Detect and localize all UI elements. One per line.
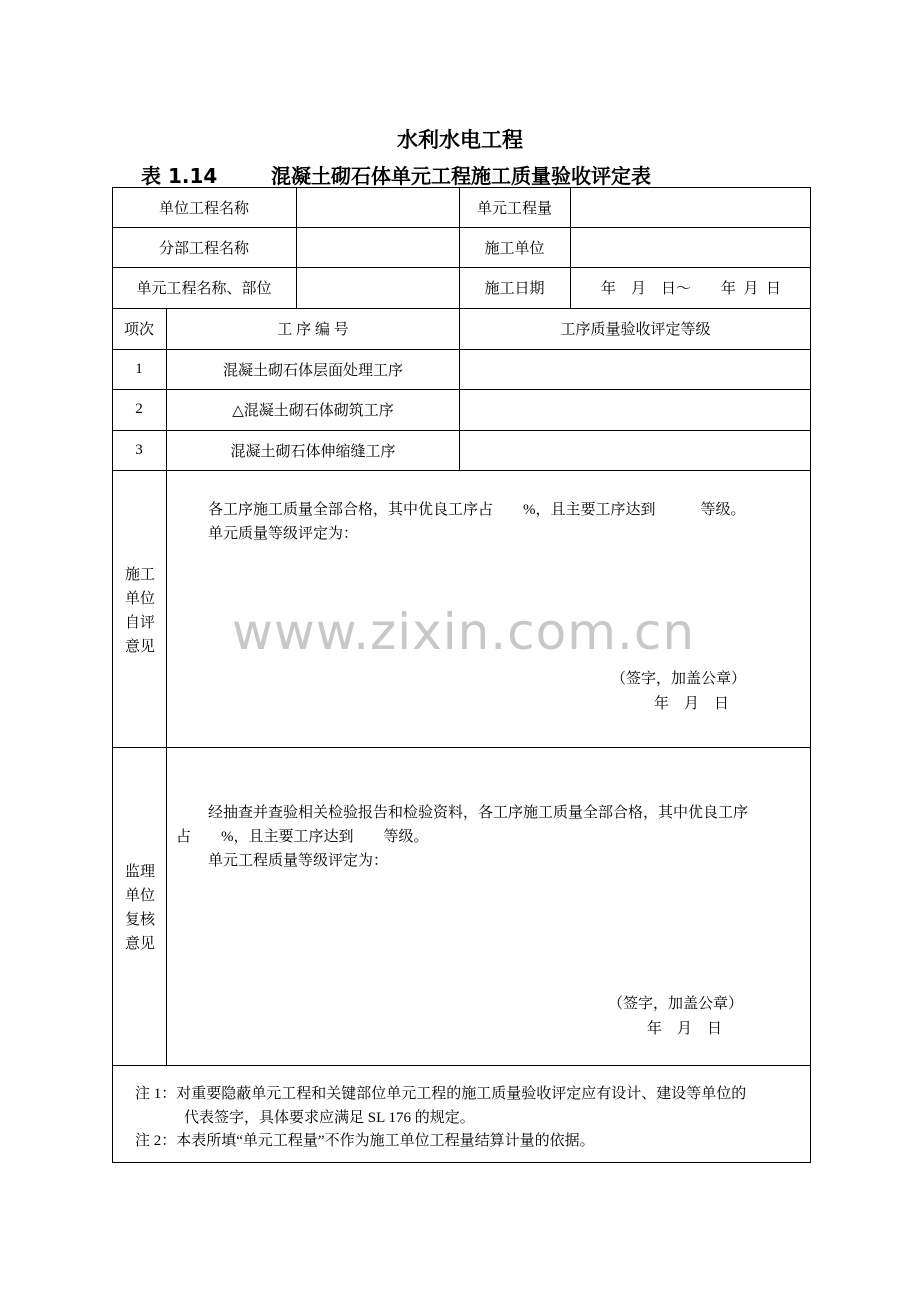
watermark: www.zixin.com.cn	[232, 603, 696, 661]
table-row-grade-input[interactable]	[460, 430, 811, 470]
table-row-grade-input[interactable]	[460, 349, 811, 389]
row-divider	[112, 747, 811, 748]
element-name-value[interactable]	[297, 267, 459, 308]
unit-project-name-value[interactable]	[297, 187, 459, 227]
unit-quantity-value[interactable]	[571, 187, 811, 227]
unit-project-name-label: 单位工程名称	[158, 200, 249, 217]
contractor-label: 施工单位	[484, 240, 545, 257]
note-1-cont: 代表签字，具体要求应满足 SL 176 的规定。	[184, 1110, 475, 1126]
supervision-statement-cont: 占 %，且主要工序达到 等级。	[176, 829, 429, 845]
row-divider	[112, 470, 811, 471]
table-row-index: 2	[135, 401, 143, 417]
supervision-signature: （签字，加盖公章）	[608, 996, 744, 1012]
table-row-process: 混凝土砌石体伸缩缝工序	[230, 443, 396, 460]
table-row-index: 3	[135, 441, 143, 458]
label-line: 意见	[124, 936, 155, 952]
division-name-label: 分部工程名称	[158, 240, 249, 257]
construction-date-label: 施工日期	[484, 281, 545, 297]
table-name: 混凝土砌石体单元工程施工质量验收评定表	[271, 164, 651, 188]
supervision-date: 年 月 日	[647, 1021, 723, 1037]
row-divider	[112, 1065, 811, 1066]
label-line: 意见	[124, 639, 155, 655]
table-row-index: 1	[135, 360, 143, 377]
supervision-grade-line: 单元工程质量等级评定为：	[208, 853, 389, 869]
division-name-value[interactable]	[297, 227, 459, 267]
supervision-statement: 经抽查并查验相关检验报告和检验资料，各工序施工质量全部合格，其中优良工序	[208, 805, 749, 821]
unit-quantity-label: 单元工程量	[476, 200, 552, 217]
self-eval-statement: 各工序施工质量全部合格，其中优良工序占 %，且主要工序达到 等级。	[208, 502, 746, 518]
column-header-index: 项次	[123, 322, 154, 338]
construction-date-value[interactable]: 年 月 日～ 年 月 日	[600, 281, 781, 297]
label-line: 自评	[124, 615, 155, 631]
label-line: 单位	[124, 888, 155, 904]
table-row-grade-input[interactable]	[460, 389, 811, 430]
element-name-label: 单元工程名称、部位	[136, 281, 272, 297]
table-number: 表 1.14	[141, 164, 218, 188]
table-row-process: △混凝土砌石体砌筑工序	[232, 403, 394, 419]
column-header-process: 工 序 编 号	[277, 322, 349, 338]
self-eval-date: 年 月 日	[654, 696, 730, 712]
label-line: 施工	[124, 567, 155, 583]
self-eval-grade-line: 单元质量等级评定为：	[208, 526, 359, 542]
self-eval-signature: （签字，加盖公章）	[611, 671, 747, 687]
note-2: 注 2：本表所填“单元工程量”不作为施工单位工程量结算计量的依据。	[135, 1133, 595, 1149]
contractor-value[interactable]	[571, 227, 811, 267]
supervision-label	[112, 860, 168, 956]
column-header-grade: 工序质量验收评定等级	[560, 322, 711, 338]
table-row-process: 混凝土砌石体层面处理工序	[222, 362, 403, 379]
label-line: 复核	[124, 912, 155, 928]
label-line: 单位	[124, 591, 155, 607]
self-eval-label	[112, 563, 168, 659]
document-title: 水利水电工程	[397, 128, 523, 152]
label-line: 监理	[124, 864, 155, 880]
note-1: 注 1：对重要隐蔽单元工程和关键部位单元工程的施工质量验收评定应有设计、建设等单位的	[135, 1086, 747, 1102]
